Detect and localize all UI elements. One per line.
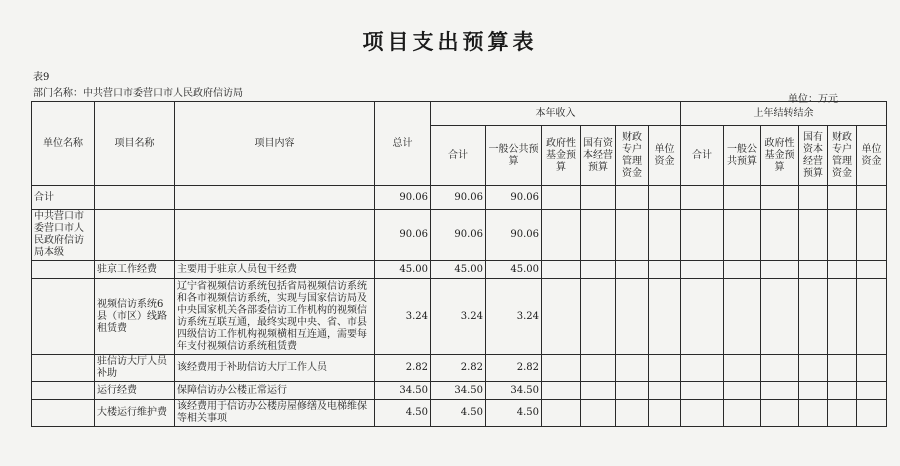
cell-unit-name: 中共营口市委营口市人民政府信访局本级 xyxy=(32,210,95,261)
table-number: 表9 xyxy=(33,72,50,83)
cell-empty xyxy=(799,210,828,261)
header-general-public: 一般公共预算 xyxy=(486,126,542,186)
table-row xyxy=(32,355,887,382)
cell-empty xyxy=(681,279,724,355)
cell-project-content: 主要用于驻京人员包干经费 xyxy=(175,261,375,279)
cell-empty xyxy=(799,382,828,400)
cell-empty xyxy=(616,355,649,382)
cell-empty xyxy=(649,261,681,279)
cell-empty xyxy=(581,186,616,210)
table-row xyxy=(32,261,887,279)
cell-empty xyxy=(542,261,581,279)
cell-empty xyxy=(616,400,649,427)
header-carryover-state-capital: 国有资本经营预算 xyxy=(799,126,828,186)
cell-subtotal: 90.06 xyxy=(431,210,486,261)
cell-empty xyxy=(724,279,761,355)
cell-project-name: 运行经费 xyxy=(95,382,175,400)
cell-empty xyxy=(828,186,857,210)
cell-empty xyxy=(616,210,649,261)
cell-unit-name: 合计 xyxy=(32,186,95,210)
cell-empty xyxy=(761,186,799,210)
cell-unit-name xyxy=(32,400,95,427)
table-row xyxy=(32,186,887,210)
cell-empty xyxy=(828,261,857,279)
cell-empty xyxy=(649,355,681,382)
table-row xyxy=(32,400,887,427)
unit-label: 单位：万元 xyxy=(788,94,838,105)
cell-empty xyxy=(828,355,857,382)
cell-project-name: 驻京工作经费 xyxy=(95,261,175,279)
cell-project-content: 辽宁省视频信访系统包括省局视频信访系统和各市视频信访系统，实现与国家信访局及中央国家机关各部委信访工作机构的视频信访系统互联互通，最终实现中央、省、市县四级信访工作机构视频横相互连通，需要每年支付视频信访系统租赁费 xyxy=(175,279,375,355)
header-unit-fund: 单位资金 xyxy=(649,126,681,186)
cell-project-content xyxy=(175,210,375,261)
header-fiscal-special: 财政专户管理资金 xyxy=(616,126,649,186)
header-carryover-subtotal: 合计 xyxy=(681,126,724,186)
cell-empty xyxy=(828,400,857,427)
cell-subtotal: 90.06 xyxy=(431,186,486,210)
cell-empty xyxy=(799,261,828,279)
cell-empty xyxy=(724,261,761,279)
cell-empty xyxy=(681,355,724,382)
cell-subtotal: 45.00 xyxy=(431,261,486,279)
cell-empty xyxy=(828,382,857,400)
cell-unit-name xyxy=(32,355,95,382)
cell-empty xyxy=(724,355,761,382)
cell-empty xyxy=(724,400,761,427)
cell-project-name: 大楼运行维护费 xyxy=(95,400,175,427)
header-carryover: 上年结转结余 xyxy=(681,102,887,126)
cell-total: 4.50 xyxy=(375,400,431,427)
cell-empty xyxy=(761,400,799,427)
table-row xyxy=(32,279,887,355)
header-carryover-fiscal-special: 财政专户管理资金 xyxy=(828,126,857,186)
cell-project-content xyxy=(175,186,375,210)
header-gov-fund: 政府性基金预算 xyxy=(542,126,581,186)
cell-empty xyxy=(761,355,799,382)
cell-subtotal: 2.82 xyxy=(431,355,486,382)
cell-unit-name xyxy=(32,382,95,400)
cell-general-public: 45.00 xyxy=(486,261,542,279)
cell-empty xyxy=(581,400,616,427)
cell-subtotal: 34.50 xyxy=(431,382,486,400)
cell-empty xyxy=(724,186,761,210)
table-row xyxy=(32,382,887,400)
cell-empty xyxy=(724,210,761,261)
cell-general-public: 4.50 xyxy=(486,400,542,427)
cell-general-public: 2.82 xyxy=(486,355,542,382)
cell-empty xyxy=(649,400,681,427)
cell-empty xyxy=(857,400,887,427)
cell-empty xyxy=(681,400,724,427)
cell-total: 2.82 xyxy=(375,355,431,382)
header-project-content: 项目内容 xyxy=(175,102,375,186)
header-current-income: 本年收入 xyxy=(431,102,681,126)
cell-general-public: 90.06 xyxy=(486,186,542,210)
cell-empty xyxy=(581,210,616,261)
cell-empty xyxy=(761,261,799,279)
cell-empty xyxy=(581,355,616,382)
cell-empty xyxy=(799,186,828,210)
cell-subtotal: 4.50 xyxy=(431,400,486,427)
header-carryover-unit-fund: 单位资金 xyxy=(857,126,887,186)
cell-empty xyxy=(799,355,828,382)
cell-total: 3.24 xyxy=(375,279,431,355)
cell-general-public: 3.24 xyxy=(486,279,542,355)
cell-empty xyxy=(616,382,649,400)
cell-empty xyxy=(649,382,681,400)
cell-general-public: 34.50 xyxy=(486,382,542,400)
cell-empty xyxy=(649,210,681,261)
cell-project-content: 保障信访办公楼正常运行 xyxy=(175,382,375,400)
cell-empty xyxy=(649,279,681,355)
header-project-name: 项目名称 xyxy=(95,102,175,186)
cell-project-content: 该经费用于信访办公楼房屋修缮及电梯维保等相关事项 xyxy=(175,400,375,427)
cell-empty xyxy=(828,279,857,355)
page-title: 项目支出预算表 xyxy=(362,29,538,54)
cell-empty xyxy=(857,355,887,382)
cell-empty xyxy=(581,382,616,400)
cell-unit-name xyxy=(32,261,95,279)
cell-total: 34.50 xyxy=(375,382,431,400)
cell-empty xyxy=(857,186,887,210)
cell-empty xyxy=(828,210,857,261)
header-carryover-general-public: 一般公共预算 xyxy=(724,126,761,186)
cell-empty xyxy=(724,382,761,400)
cell-empty xyxy=(857,210,887,261)
cell-general-public: 90.06 xyxy=(486,210,542,261)
header-unit-name: 单位名称 xyxy=(32,102,95,186)
cell-total: 90.06 xyxy=(375,186,431,210)
cell-project-name xyxy=(95,210,175,261)
cell-total: 45.00 xyxy=(375,261,431,279)
cell-empty xyxy=(761,279,799,355)
table-row xyxy=(32,210,887,261)
cell-project-name xyxy=(95,186,175,210)
cell-empty xyxy=(681,382,724,400)
header-total: 总计 xyxy=(375,102,431,186)
cell-empty xyxy=(542,279,581,355)
cell-subtotal: 3.24 xyxy=(431,279,486,355)
cell-empty xyxy=(616,279,649,355)
cell-empty xyxy=(857,382,887,400)
header-carryover-gov-fund: 政府性基金预算 xyxy=(761,126,799,186)
cell-empty xyxy=(681,210,724,261)
cell-project-name: 视频信访系统6县（市区）线路租赁费 xyxy=(95,279,175,355)
cell-empty xyxy=(857,279,887,355)
cell-empty xyxy=(616,261,649,279)
header-state-capital: 国有资本经营预算 xyxy=(581,126,616,186)
cell-project-content: 该经费用于补助信访大厅工作人员 xyxy=(175,355,375,382)
cell-empty xyxy=(542,382,581,400)
cell-empty xyxy=(542,355,581,382)
cell-empty xyxy=(542,186,581,210)
cell-empty xyxy=(761,382,799,400)
cell-total: 90.06 xyxy=(375,210,431,261)
header-subtotal: 合计 xyxy=(431,126,486,186)
cell-empty xyxy=(761,210,799,261)
cell-empty xyxy=(581,279,616,355)
cell-empty xyxy=(542,210,581,261)
cell-empty xyxy=(616,186,649,210)
cell-project-name: 驻信访大厅人员补助 xyxy=(95,355,175,382)
department-name: 部门名称：中共营口市委营口市人民政府信访局 xyxy=(33,88,243,99)
cell-empty xyxy=(581,261,616,279)
cell-empty xyxy=(799,279,828,355)
budget-table xyxy=(31,101,887,427)
cell-empty xyxy=(857,261,887,279)
cell-unit-name xyxy=(32,279,95,355)
cell-empty xyxy=(799,400,828,427)
cell-empty xyxy=(542,400,581,427)
cell-empty xyxy=(649,186,681,210)
cell-empty xyxy=(681,186,724,210)
cell-empty xyxy=(681,261,724,279)
